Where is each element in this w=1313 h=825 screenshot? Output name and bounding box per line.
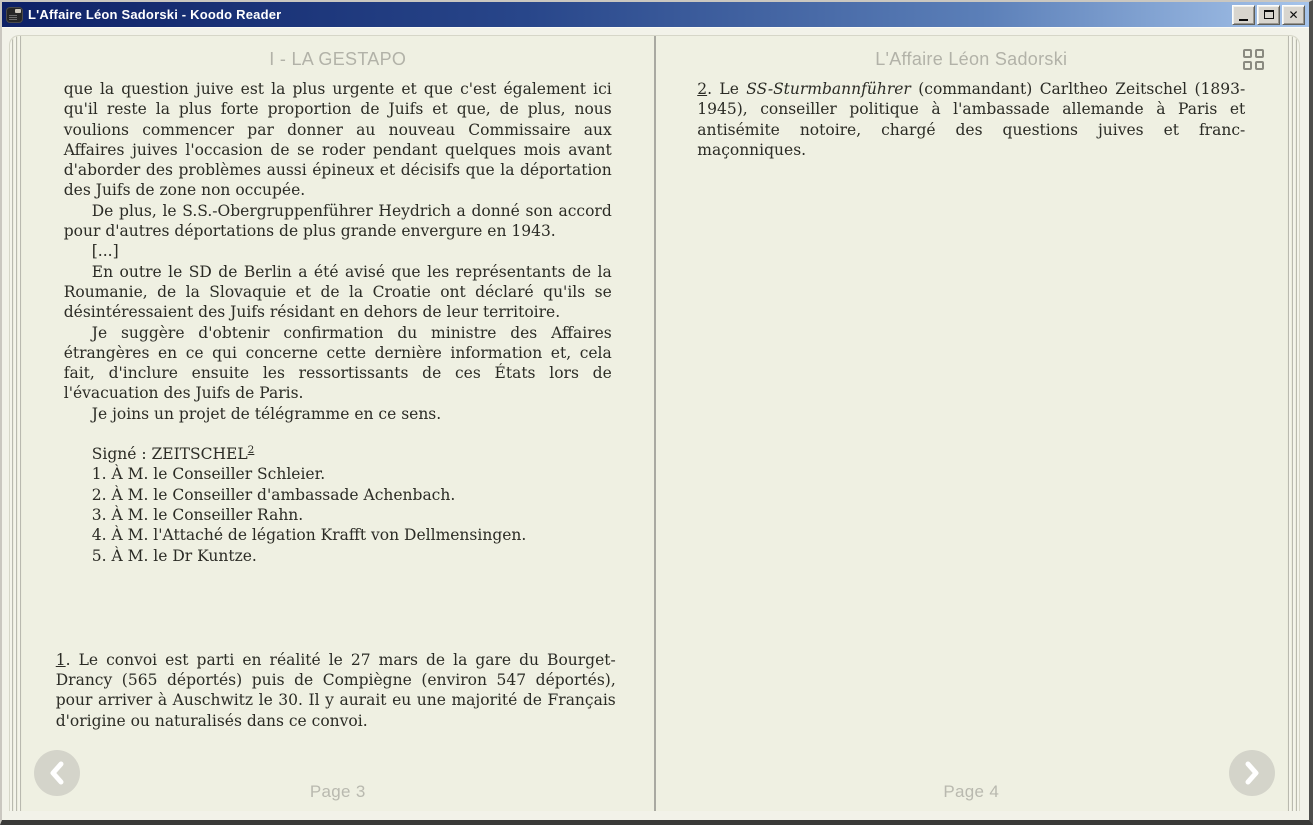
grid-icon[interactable] <box>1243 49 1266 72</box>
window-title: L'Affaire Léon Sadorski - Koodo Reader <box>28 7 282 22</box>
address-list <box>64 464 612 565</box>
address-line: 2. À M. le Conseiller d'ambassade Achenbach. <box>91 485 456 504</box>
next-page-button[interactable] <box>1229 750 1275 796</box>
page-right <box>656 36 1288 811</box>
grid-square <box>1243 49 1252 58</box>
window-controls <box>1232 5 1305 25</box>
paragraph: [...] <box>91 242 119 261</box>
footnote-1-ref-link[interactable]: 1 <box>55 650 66 669</box>
grid-square <box>1255 49 1264 58</box>
footnote-1-text: . Le convoi est parti en réalité le 27 mars de la gare du Bourget-Drancy (565 déportés) puis de Compiègne (environ 547 déportés), pour arriver à Auschwitz le 30. Il y aurait eu une majorité de Français d'origine ou naturalisés dans ce convoi. <box>55 650 616 730</box>
maximize-icon <box>1264 10 1274 19</box>
footnote-2-text-b: (commandant) Carltheo Zeitschel (1893-1945), conseiller politique à l'ambassade allemande à Paris et antisémite notoire, chargé des questions juives et franc-maçonniques. <box>697 80 1246 159</box>
grid-square <box>1243 61 1252 70</box>
signature-text: Signé : ZEITSCHEL <box>91 445 248 464</box>
paragraph: En outre le SD de Berlin a été avisé que les représentants de la Roumanie, de la Slovaquie et de la Croatie ont déclaré qu'ils se désintéressaient des Juifs résidant en dehors de leur territoire. <box>63 262 612 322</box>
address-line: 3. À M. le Conseiller Rahn. <box>91 505 304 524</box>
grid-square <box>1255 61 1264 70</box>
address-line: 4. À M. l'Attaché de légation Krafft von Dellmensingen. <box>91 526 527 545</box>
page-left <box>22 36 654 811</box>
app-icon <box>6 7 23 23</box>
reader-content <box>2 27 1309 820</box>
page-stack-edge-right <box>1287 36 1299 811</box>
chevron-left-icon <box>47 760 67 786</box>
left-page-body <box>55 79 616 731</box>
prev-page-button[interactable] <box>34 750 80 796</box>
close-icon: ✕ <box>1288 7 1299 22</box>
maximize-button[interactable] <box>1257 5 1280 25</box>
footnote-2-ref-link[interactable]: 2 <box>247 443 255 456</box>
page-number-right: Page 4 <box>943 782 1000 801</box>
paragraph: De plus, le S.S.-Obergruppenführer Heydrich a donné son accord pour d'autres déportations de plus grande envergure en 1943. <box>63 201 612 241</box>
chevron-right-icon <box>1242 760 1262 786</box>
footnote-2 <box>697 79 1245 160</box>
signature-line <box>64 444 612 464</box>
footnote-2-italic: SS-Sturmbannführer <box>746 80 911 98</box>
page-stack-edge-left <box>10 36 22 811</box>
minimize-button[interactable] <box>1232 5 1255 25</box>
titlebar[interactable] <box>2 2 1309 27</box>
paragraph-group <box>64 79 612 424</box>
book-title-running-head: L'Affaire Léon Sadorski <box>875 49 1068 69</box>
paragraph: Je joins un projet de télégramme en ce sens. <box>91 404 442 423</box>
paragraph: que la question juive est la plus urgente et que c'est également ici qu'il reste la plus forte proportion de Juifs et que, de plus, nous voulions commencer par donner au nouveau Commissaire aux Affaires juives l'occasion de se roder pendant quelques mois avant d'aborder des problèmes aussi épineux et décisifs que la déportation des Juifs de zone non occupée. <box>63 80 612 200</box>
address-line: 5. À M. le Dr Kuntze. <box>91 546 257 565</box>
minimize-icon <box>1239 19 1248 21</box>
close-button[interactable] <box>1282 5 1305 25</box>
address-line: 1. À M. le Conseiller Schleier. <box>91 465 326 484</box>
right-page-body <box>697 79 1245 160</box>
page-number-left: Page 3 <box>309 782 366 801</box>
chapter-title: I - LA GESTAPO <box>269 49 407 69</box>
paragraph: Je suggère d'obtenir confirmation du ministre des Affaires étrangères en ce qui concerne cette dernière information et, cela fait, d'inclure ensuite les ressortissants de ces États lors de l'évacuation des Juifs de Paris. <box>63 323 612 403</box>
footnote-2-ref-link[interactable]: 2 <box>697 80 708 98</box>
footnote-2-text-a: . Le <box>707 80 747 98</box>
book-spread <box>9 35 1300 811</box>
footnote-1 <box>56 650 616 731</box>
